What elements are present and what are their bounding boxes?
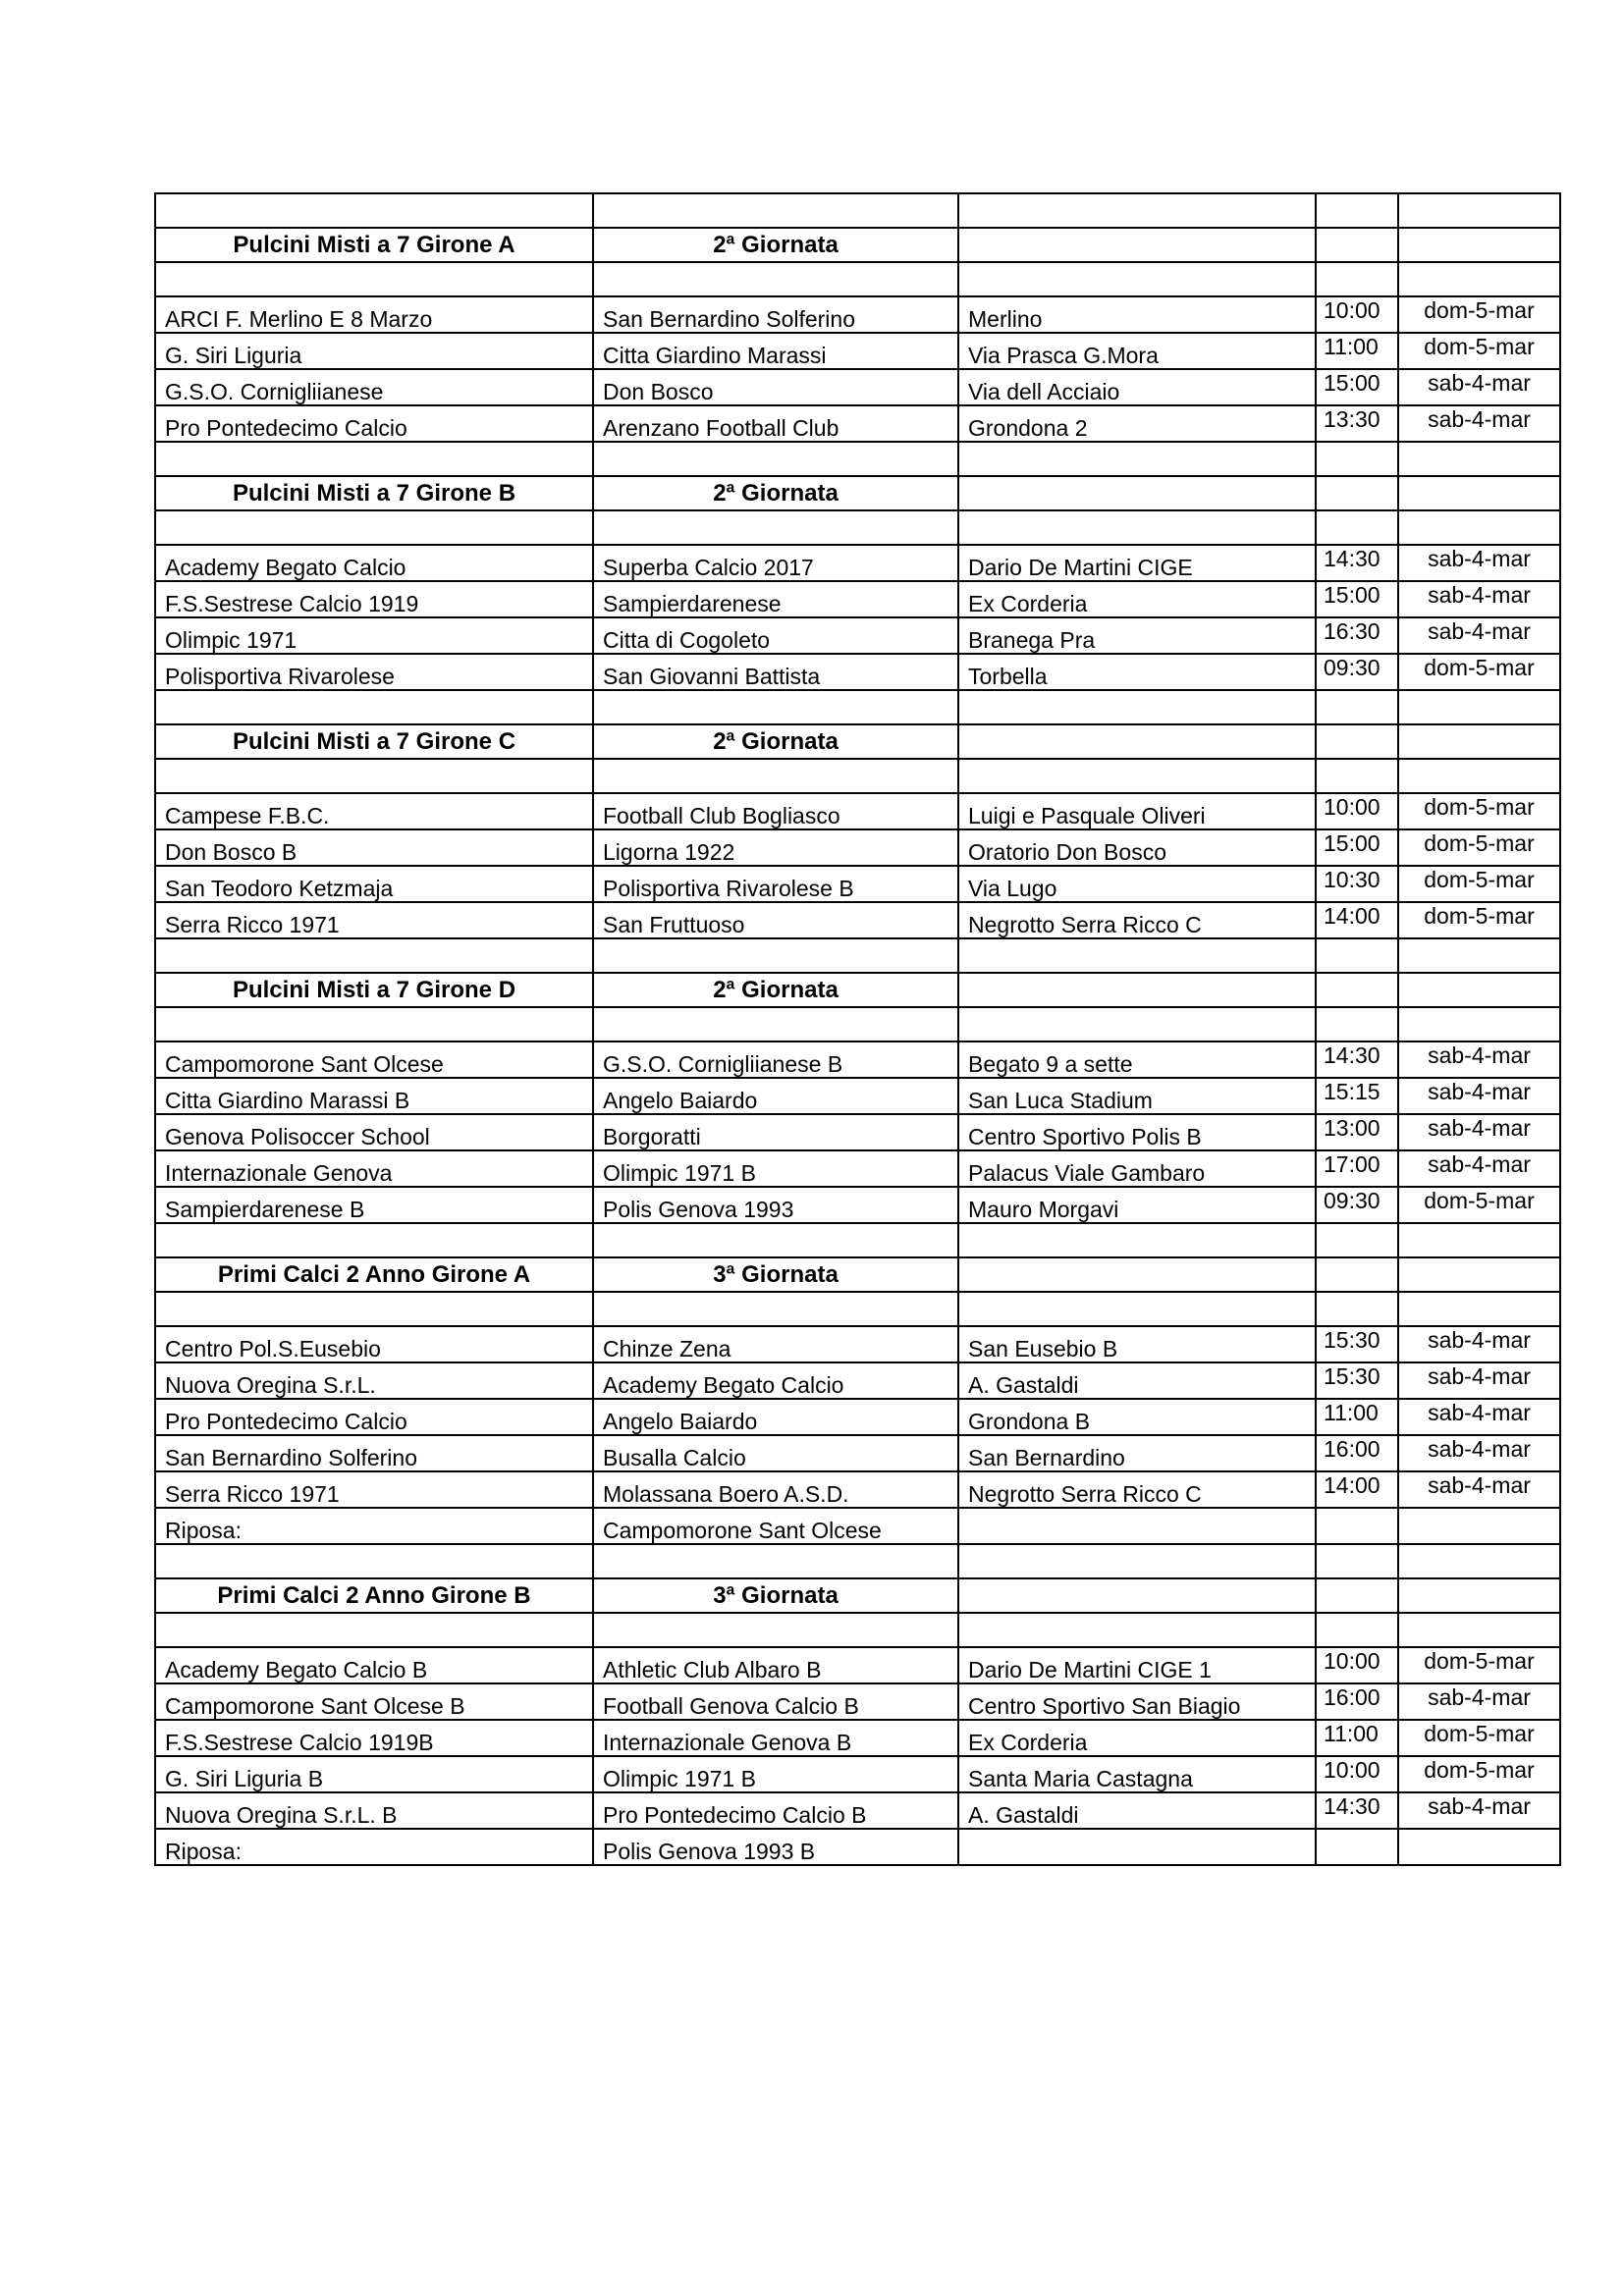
match-row (155, 1078, 1560, 1114)
empty-cell (958, 1544, 1316, 1578)
away-team-cell: Arenzano Football Club (593, 405, 958, 442)
venue-cell: Ex Corderia (958, 1720, 1316, 1756)
match-row (155, 829, 1560, 866)
time-cell: 14:00 (1316, 902, 1398, 938)
time-cell: 10:30 (1316, 866, 1398, 902)
empty-cell (593, 442, 958, 476)
date-cell: sab-4-mar (1398, 1326, 1560, 1362)
match-row (155, 405, 1560, 442)
away-team-cell: Chinze Zena (593, 1326, 958, 1362)
time-cell: 13:00 (1316, 1114, 1398, 1150)
home-team-cell: Citta Giardino Marassi B (155, 1078, 593, 1114)
home-team-cell: Genova Polisoccer School (155, 1114, 593, 1150)
spacer-row (155, 262, 1560, 296)
round-label: 2ª Giornata (593, 228, 958, 262)
empty-cell (155, 938, 593, 973)
empty-cell (1398, 1578, 1560, 1613)
empty-cell (155, 1007, 593, 1041)
date-cell: sab-4-mar (1398, 1114, 1560, 1150)
empty-cell (958, 1007, 1316, 1041)
empty-cell (1316, 193, 1398, 228)
time-cell: 11:00 (1316, 333, 1398, 369)
empty-cell (1398, 193, 1560, 228)
venue-cell: Ex Corderia (958, 581, 1316, 617)
away-team-cell: Football Genova Calcio B (593, 1683, 958, 1720)
spacer-row (155, 1223, 1560, 1257)
time-cell: 10:00 (1316, 793, 1398, 829)
date-cell: sab-4-mar (1398, 617, 1560, 654)
venue-cell (958, 1508, 1316, 1544)
venue-cell: Negrotto Serra Ricco C (958, 902, 1316, 938)
date-cell: sab-4-mar (1398, 1078, 1560, 1114)
venue-cell: Via Prasca G.Mora (958, 333, 1316, 369)
date-cell: sab-4-mar (1398, 1435, 1560, 1471)
match-row (155, 545, 1560, 581)
away-team-cell: San Fruttuoso (593, 902, 958, 938)
date-cell: dom-5-mar (1398, 1720, 1560, 1756)
venue-cell: Branega Pra (958, 617, 1316, 654)
empty-cell (1316, 690, 1398, 724)
section-header-row (155, 1578, 1560, 1613)
home-team-cell: San Bernardino Solferino (155, 1435, 593, 1471)
empty-cell (155, 510, 593, 545)
empty-cell (1316, 973, 1398, 1007)
spacer-row (155, 690, 1560, 724)
match-row (155, 617, 1560, 654)
empty-cell (1316, 1613, 1398, 1647)
venue-cell: A. Gastaldi (958, 1792, 1316, 1829)
spacer-row (155, 1544, 1560, 1578)
time-cell: 09:30 (1316, 1187, 1398, 1223)
round-label: 2ª Giornata (593, 724, 958, 759)
date-cell: dom-5-mar (1398, 1647, 1560, 1683)
match-row (155, 1326, 1560, 1362)
match-row (155, 581, 1560, 617)
away-team-cell: G.S.O. Cornigliianese B (593, 1041, 958, 1078)
empty-cell (958, 193, 1316, 228)
time-cell: 11:00 (1316, 1399, 1398, 1435)
match-row (155, 1756, 1560, 1792)
date-cell: sab-4-mar (1398, 1792, 1560, 1829)
away-team-cell: Pro Pontedecimo Calcio B (593, 1792, 958, 1829)
date-cell: dom-5-mar (1398, 1756, 1560, 1792)
home-team-cell: Academy Begato Calcio B (155, 1647, 593, 1683)
round-label: 2ª Giornata (593, 476, 958, 510)
date-cell: dom-5-mar (1398, 654, 1560, 690)
empty-cell (155, 1223, 593, 1257)
away-team-cell: San Bernardino Solferino (593, 296, 958, 333)
empty-cell (1316, 1007, 1398, 1041)
empty-cell (1398, 476, 1560, 510)
away-team-cell: Angelo Baiardo (593, 1078, 958, 1114)
home-team-cell: Pro Pontedecimo Calcio (155, 405, 593, 442)
empty-cell (593, 1613, 958, 1647)
empty-cell (1316, 1223, 1398, 1257)
venue-cell: San Luca Stadium (958, 1078, 1316, 1114)
empty-cell (1398, 1613, 1560, 1647)
time-cell: 15:30 (1316, 1326, 1398, 1362)
home-team-cell: Campomorone Sant Olcese (155, 1041, 593, 1078)
round-label: 3ª Giornata (593, 1578, 958, 1613)
section-header-row (155, 973, 1560, 1007)
time-cell (1316, 1508, 1398, 1544)
empty-cell (155, 442, 593, 476)
date-cell: sab-4-mar (1398, 545, 1560, 581)
empty-cell (1398, 1544, 1560, 1578)
empty-cell (593, 1292, 958, 1326)
empty-cell (1398, 228, 1560, 262)
spacer-row (155, 510, 1560, 545)
fixtures-table (154, 192, 1561, 1866)
venue-cell: Dario De Martini CIGE (958, 545, 1316, 581)
section-header-row (155, 724, 1560, 759)
venue-cell: Negrotto Serra Ricco C (958, 1471, 1316, 1508)
empty-cell (1398, 1292, 1560, 1326)
venue-cell: A. Gastaldi (958, 1362, 1316, 1399)
empty-cell (1316, 228, 1398, 262)
match-row (155, 1829, 1560, 1865)
time-cell: 09:30 (1316, 654, 1398, 690)
empty-cell (1398, 973, 1560, 1007)
empty-cell (958, 1578, 1316, 1613)
section-header-row (155, 228, 1560, 262)
empty-cell (958, 1292, 1316, 1326)
date-cell: sab-4-mar (1398, 369, 1560, 405)
empty-cell (1316, 938, 1398, 973)
empty-cell (958, 228, 1316, 262)
empty-cell (1316, 476, 1398, 510)
empty-cell (593, 690, 958, 724)
empty-cell (1398, 759, 1560, 793)
away-team-cell: Citta Giardino Marassi (593, 333, 958, 369)
section-header-row (155, 1257, 1560, 1292)
away-team-cell: Angelo Baiardo (593, 1399, 958, 1435)
time-cell: 13:30 (1316, 405, 1398, 442)
empty-cell (1398, 1257, 1560, 1292)
empty-cell (155, 1613, 593, 1647)
home-team-cell: F.S.Sestrese Calcio 1919B (155, 1720, 593, 1756)
spacer-row (155, 1292, 1560, 1326)
section-header-row (155, 476, 1560, 510)
away-team-cell: Football Club Bogliasco (593, 793, 958, 829)
home-team-cell: Don Bosco B (155, 829, 593, 866)
empty-cell (958, 690, 1316, 724)
date-cell: dom-5-mar (1398, 296, 1560, 333)
away-team-cell: Academy Begato Calcio (593, 1362, 958, 1399)
match-row (155, 1041, 1560, 1078)
empty-cell (155, 1292, 593, 1326)
match-row (155, 1647, 1560, 1683)
date-cell: sab-4-mar (1398, 581, 1560, 617)
time-cell: 15:00 (1316, 369, 1398, 405)
match-row (155, 1150, 1560, 1187)
away-team-cell: Olimpic 1971 B (593, 1150, 958, 1187)
match-row (155, 1435, 1560, 1471)
date-cell: dom-5-mar (1398, 1187, 1560, 1223)
time-cell: 16:00 (1316, 1435, 1398, 1471)
empty-cell (958, 759, 1316, 793)
home-team-cell: G. Siri Liguria B (155, 1756, 593, 1792)
time-cell: 14:30 (1316, 1792, 1398, 1829)
empty-cell (1316, 759, 1398, 793)
away-team-cell: Borgoratti (593, 1114, 958, 1150)
home-team-cell: Serra Ricco 1971 (155, 902, 593, 938)
time-cell: 15:30 (1316, 1362, 1398, 1399)
round-label: 3ª Giornata (593, 1257, 958, 1292)
venue-cell: Merlino (958, 296, 1316, 333)
empty-cell (1398, 690, 1560, 724)
section-title: Pulcini Misti a 7 Girone D (155, 973, 593, 1007)
match-row (155, 1508, 1560, 1544)
empty-cell (1316, 262, 1398, 296)
match-row (155, 654, 1560, 690)
home-team-cell: F.S.Sestrese Calcio 1919 (155, 581, 593, 617)
empty-cell (958, 1613, 1316, 1647)
spacer-row (155, 1613, 1560, 1647)
empty-cell (958, 510, 1316, 545)
empty-cell (1398, 724, 1560, 759)
away-team-cell: Citta di Cogoleto (593, 617, 958, 654)
date-cell (1398, 1508, 1560, 1544)
venue-cell (958, 1829, 1316, 1865)
home-team-cell: San Teodoro Ketzmaja (155, 866, 593, 902)
fixtures-table-body (155, 193, 1560, 1865)
match-row (155, 793, 1560, 829)
section-title: Pulcini Misti a 7 Girone C (155, 724, 593, 759)
match-row (155, 1399, 1560, 1435)
empty-cell (958, 442, 1316, 476)
match-row (155, 1362, 1560, 1399)
venue-cell: Centro Sportivo Polis B (958, 1114, 1316, 1150)
empty-cell (593, 193, 958, 228)
empty-cell (155, 193, 593, 228)
date-cell: sab-4-mar (1398, 1471, 1560, 1508)
venue-cell: Oratorio Don Bosco (958, 829, 1316, 866)
spacer-row (155, 759, 1560, 793)
away-team-cell: Sampierdarenese (593, 581, 958, 617)
home-team-cell: Riposa: (155, 1508, 593, 1544)
match-row (155, 1114, 1560, 1150)
empty-cell (1316, 1578, 1398, 1613)
section-title: Primi Calci 2 Anno Girone B (155, 1578, 593, 1613)
time-cell: 15:00 (1316, 829, 1398, 866)
empty-cell (593, 510, 958, 545)
home-team-cell: Centro Pol.S.Eusebio (155, 1326, 593, 1362)
match-row (155, 1187, 1560, 1223)
date-cell: dom-5-mar (1398, 793, 1560, 829)
empty-cell (958, 1257, 1316, 1292)
empty-cell (155, 759, 593, 793)
empty-cell (958, 1223, 1316, 1257)
spacer-row (155, 193, 1560, 228)
time-cell: 15:00 (1316, 581, 1398, 617)
spacer-row (155, 442, 1560, 476)
time-cell: 14:00 (1316, 1471, 1398, 1508)
venue-cell: San Eusebio B (958, 1326, 1316, 1362)
empty-cell (1398, 1007, 1560, 1041)
empty-cell (1316, 724, 1398, 759)
away-team-cell: Athletic Club Albaro B (593, 1647, 958, 1683)
home-team-cell: Serra Ricco 1971 (155, 1471, 593, 1508)
match-row (155, 902, 1560, 938)
match-row (155, 1683, 1560, 1720)
empty-cell (1398, 442, 1560, 476)
date-cell: sab-4-mar (1398, 1399, 1560, 1435)
time-cell: 14:30 (1316, 1041, 1398, 1078)
empty-cell (1398, 510, 1560, 545)
empty-cell (593, 938, 958, 973)
date-cell: sab-4-mar (1398, 1362, 1560, 1399)
venue-cell: Grondona B (958, 1399, 1316, 1435)
date-cell (1398, 1829, 1560, 1865)
venue-cell: Centro Sportivo San Biagio (958, 1683, 1316, 1720)
empty-cell (958, 724, 1316, 759)
section-title: Pulcini Misti a 7 Girone A (155, 228, 593, 262)
venue-cell: Santa Maria Castagna (958, 1756, 1316, 1792)
time-cell: 16:00 (1316, 1683, 1398, 1720)
empty-cell (958, 262, 1316, 296)
time-cell: 10:00 (1316, 296, 1398, 333)
empty-cell (1398, 1223, 1560, 1257)
venue-cell: Torbella (958, 654, 1316, 690)
time-cell: 10:00 (1316, 1647, 1398, 1683)
away-team-cell: Campomorone Sant Olcese (593, 1508, 958, 1544)
time-cell: 10:00 (1316, 1756, 1398, 1792)
away-team-cell: Busalla Calcio (593, 1435, 958, 1471)
away-team-cell: Polis Genova 1993 B (593, 1829, 958, 1865)
away-team-cell: Olimpic 1971 B (593, 1756, 958, 1792)
time-cell: 17:00 (1316, 1150, 1398, 1187)
home-team-cell: Olimpic 1971 (155, 617, 593, 654)
match-row (155, 1720, 1560, 1756)
date-cell: sab-4-mar (1398, 1150, 1560, 1187)
empty-cell (593, 262, 958, 296)
match-row (155, 866, 1560, 902)
venue-cell: Mauro Morgavi (958, 1187, 1316, 1223)
match-row (155, 369, 1560, 405)
home-team-cell: Campese F.B.C. (155, 793, 593, 829)
home-team-cell: Internazionale Genova (155, 1150, 593, 1187)
date-cell: dom-5-mar (1398, 866, 1560, 902)
empty-cell (1398, 938, 1560, 973)
venue-cell: Dario De Martini CIGE 1 (958, 1647, 1316, 1683)
away-team-cell: Polisportiva Rivarolese B (593, 866, 958, 902)
match-row (155, 1471, 1560, 1508)
away-team-cell: Superba Calcio 2017 (593, 545, 958, 581)
away-team-cell: Internazionale Genova B (593, 1720, 958, 1756)
venue-cell: Luigi e Pasquale Oliveri (958, 793, 1316, 829)
away-team-cell: Ligorna 1922 (593, 829, 958, 866)
date-cell: dom-5-mar (1398, 829, 1560, 866)
time-cell (1316, 1829, 1398, 1865)
empty-cell (1316, 1257, 1398, 1292)
venue-cell: Grondona 2 (958, 405, 1316, 442)
home-team-cell: G.S.O. Cornigliianese (155, 369, 593, 405)
home-team-cell: Nuova Oregina S.r.L. B (155, 1792, 593, 1829)
home-team-cell: Pro Pontedecimo Calcio (155, 1399, 593, 1435)
date-cell: dom-5-mar (1398, 902, 1560, 938)
empty-cell (593, 1223, 958, 1257)
time-cell: 11:00 (1316, 1720, 1398, 1756)
home-team-cell: Riposa: (155, 1829, 593, 1865)
empty-cell (155, 690, 593, 724)
away-team-cell: San Giovanni Battista (593, 654, 958, 690)
venue-cell: Begato 9 a sette (958, 1041, 1316, 1078)
venue-cell: Palacus Viale Gambaro (958, 1150, 1316, 1187)
empty-cell (958, 476, 1316, 510)
match-row (155, 296, 1560, 333)
venue-cell: San Bernardino (958, 1435, 1316, 1471)
empty-cell (593, 1007, 958, 1041)
section-title: Primi Calci 2 Anno Girone A (155, 1257, 593, 1292)
date-cell: sab-4-mar (1398, 405, 1560, 442)
empty-cell (958, 973, 1316, 1007)
date-cell: sab-4-mar (1398, 1683, 1560, 1720)
empty-cell (1398, 262, 1560, 296)
match-row (155, 1792, 1560, 1829)
home-team-cell: Polisportiva Rivarolese (155, 654, 593, 690)
time-cell: 16:30 (1316, 617, 1398, 654)
away-team-cell: Polis Genova 1993 (593, 1187, 958, 1223)
section-title: Pulcini Misti a 7 Girone B (155, 476, 593, 510)
away-team-cell: Don Bosco (593, 369, 958, 405)
venue-cell: Via Lugo (958, 866, 1316, 902)
empty-cell (593, 1544, 958, 1578)
empty-cell (1316, 1292, 1398, 1326)
time-cell: 15:15 (1316, 1078, 1398, 1114)
empty-cell (155, 262, 593, 296)
empty-cell (1316, 1544, 1398, 1578)
home-team-cell: G. Siri Liguria (155, 333, 593, 369)
round-label: 2ª Giornata (593, 973, 958, 1007)
home-team-cell: ARCI F. Merlino E 8 Marzo (155, 296, 593, 333)
venue-cell: Via dell Acciaio (958, 369, 1316, 405)
empty-cell (1316, 510, 1398, 545)
date-cell: dom-5-mar (1398, 333, 1560, 369)
date-cell: sab-4-mar (1398, 1041, 1560, 1078)
match-row (155, 333, 1560, 369)
home-team-cell: Nuova Oregina S.r.L. (155, 1362, 593, 1399)
spacer-row (155, 1007, 1560, 1041)
home-team-cell: Academy Begato Calcio (155, 545, 593, 581)
empty-cell (1316, 442, 1398, 476)
time-cell: 14:30 (1316, 545, 1398, 581)
away-team-cell: Molassana Boero A.S.D. (593, 1471, 958, 1508)
home-team-cell: Sampierdarenese B (155, 1187, 593, 1223)
empty-cell (593, 759, 958, 793)
spacer-row (155, 938, 1560, 973)
empty-cell (958, 938, 1316, 973)
home-team-cell: Campomorone Sant Olcese B (155, 1683, 593, 1720)
empty-cell (155, 1544, 593, 1578)
